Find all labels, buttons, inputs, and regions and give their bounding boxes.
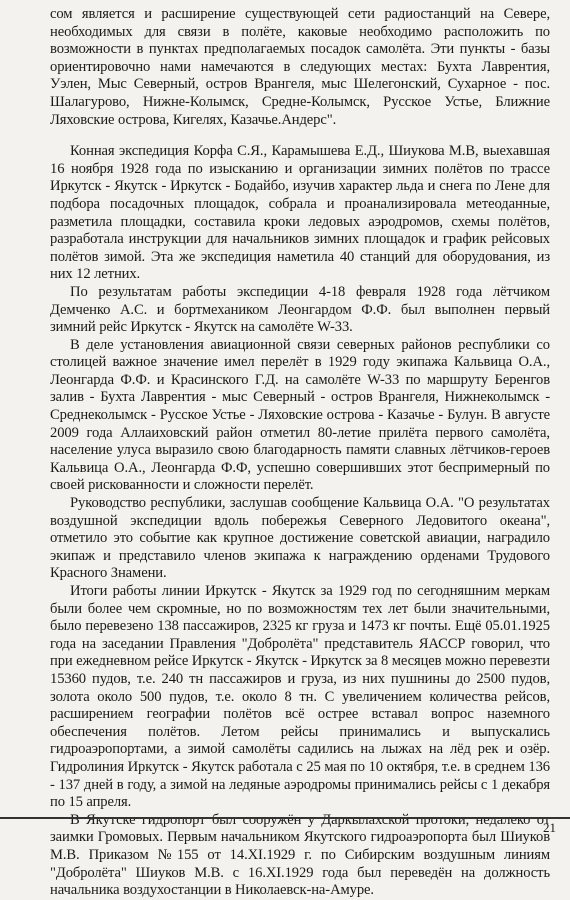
paragraph-2: Конная экспедиция Корфа С.Я., Карамышева Е.Д., Шиукова М.В, выехавшая 16 ноября 1928 года по изысканию и организации зимних полётов по трассе Иркутск - Якутск - Иркутск - Бодайбо, изучив характер льда и снега по Лене для подбора посадочных площадок, собрала и проанализировала метеоданные, разметила площадки, составила кроки ледовых аэродромов, схемы полётов, разработала инструкции для начальников зимних площадок и график рейсовых полётов зимой. Эта же экспедиция наметила 40 станций для оборудования, из них 12 летних. xyxy=(50,143,550,283)
page-body xyxy=(50,6,550,900)
page-number: 21 xyxy=(543,820,556,835)
paragraph-5: Руководство республики, заслушав сообщение Кальвица О.А. "О результатах воздушной экспедиции вдоль побережья Северного Ледовитого океана", отметило это событие как крупное достижение советской авиации, наградило экипаж и представило членов экипажа к награждению орденами Трудового Красного Знамени. xyxy=(50,495,550,582)
paragraph-7: В Якутске гидропорт был сооружён у Даркылахской протоки, недалеко от заимки Громовых. Первым начальником Якутского гидроаэропорта был Шиуков М.В. Приказом №155 от 14.XI.1929 г. по Сибирским воздушным линиям "Добролёта" Шиуков М.В. с 16.XI.1929 года был переведён на должность начальника воздухостанции в Николаевск-на-Амуре. xyxy=(50,811,550,899)
paragraph-4: В деле установления авиационной связи северных районов республики со столицей важное значение имел перелёт в 1929 году экипажа Кальвица О.А., Леонгарда Ф.Ф. и Красинского Г.Д. на самолёте W-33 по маршруту Беренгов залив - Бухта Лаврентия - мыс Северный - остров Врангеля, Нижнеколымск - Среднеколымск - Русское Устье - Ляховские острова - Казачье - Булун. В августе 2009 года Аллаиховский район отметил 80-летие прилёта первого самолёта, население улуса выразило свою благодарность памяти славных лётчиков-героев Кальвица О.А., Леонгарда Ф.Ф, успешно совершивших этот беспримерный по своей рискованности и сложности перелёт. xyxy=(50,336,550,494)
paragraph-6: Итоги работы линии Иркутск - Якутск за 1929 год по сегодняшним меркам были более чем скромные, но по возможностям тех лет были значительными, было перевезено 138 пассажиров, 2325 кг груза и 1473 кг почты. Ещё 05.01.1925 года на заседании Правления "Добролёта" представитель ЯАССР говорил, что при ежедневном рейсе Иркутск - Якутск - Иркутск за 8 месяцев можно перевезти 15360 пудов, т.е. 240 тн пассажиров и груза, из них пушнины до 2500 пудов, золота около 500 пудов, т.е. около 8 тн. С увеличением количества рейсов, расширением географии полётов всё острее вставал вопрос наземного обеспечения полётов. Летом рейсы принимались и выпускались гидроаэропортами, а зимой самолёты садились на лыжах на лёд рек и озёр. Гидролиния Иркутск - Якутск работала с 25 мая по 10 октября, т.е. в среднем 136 - 137 дней в году, а зимой на ледяные аэродромы принимались рейсы с 1 декабря по 15 апреля. xyxy=(50,583,550,811)
paragraph-3: По результатам работы экспедиции 4-18 февраля 1928 года лётчиком Демченко А.С. и бортмехаником Леонгардом Ф.Ф. был выполнен первый зимний рейс Иркутск - Якутск на самолёте W-33. xyxy=(50,283,550,336)
paragraph-1: сом является и расширение существующей сети радиостанций на Севере, необходимых для связи в полёте, каковые необходимо расположить по возможности в пунктах предполагаемых посадок самолёта. Эти пункты - базы ориентировочно нами намечаются в следующих местах: Бухта Лаврентия, Уэлен, Мыс Северный, остров Врангеля, мыс Шелегонский, Сухарное - пос. Шалагурово, Нижне-Колымск, Средне-Колымск, Русское Устье, Ближние Ляховские острова, Кигелях, Казачье.Андерс". xyxy=(50,6,550,128)
footer-rule xyxy=(0,817,570,819)
